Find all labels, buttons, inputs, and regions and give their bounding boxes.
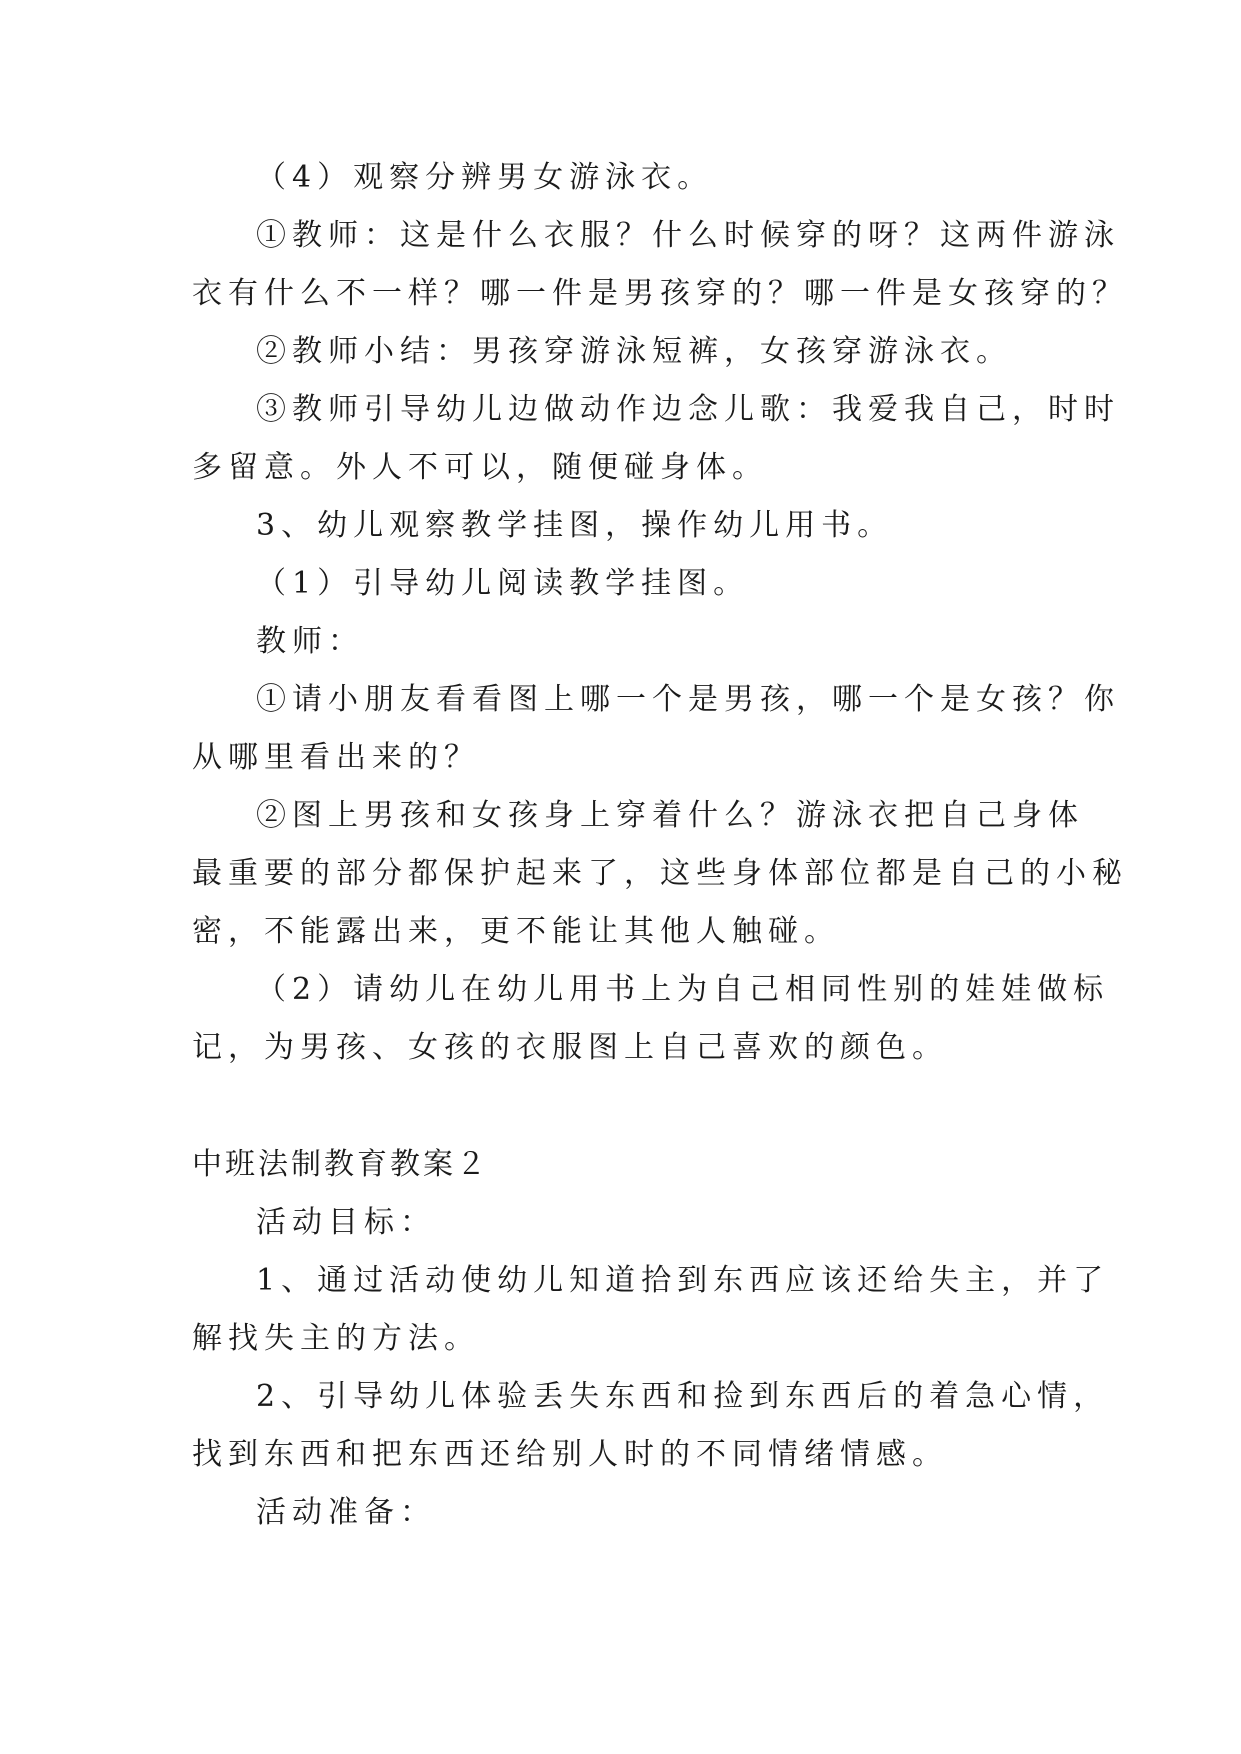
- paragraph-line: 解找失主的方法。: [192, 1321, 480, 1356]
- paragraph-line: （1）引导幼儿阅读教学挂图。: [256, 566, 750, 601]
- paragraph-line: 从哪里看出来的？: [192, 740, 480, 775]
- paragraph-line: 活动目标：: [256, 1205, 436, 1240]
- paragraph-line: ①请小朋友看看图上哪一个是男孩，哪一个是女孩？你: [256, 682, 1120, 717]
- paragraph-line: 1、通过活动使幼儿知道拾到东西应该还给失主，并了: [256, 1263, 1110, 1298]
- paragraph-line: 活动准备：: [256, 1495, 436, 1530]
- paragraph-line: （2）请幼儿在幼儿用书上为自己相同性别的娃娃做标: [256, 972, 1110, 1007]
- paragraph-line: 3、幼儿观察教学挂图，操作幼儿用书。: [256, 508, 894, 543]
- paragraph-line: ②图上男孩和女孩身上穿着什么？游泳衣把自己身体: [256, 798, 1084, 833]
- paragraph-line: ②教师小结：男孩穿游泳短裤，女孩穿游泳衣。: [256, 334, 1012, 369]
- paragraph-line: （4）观察分辨男女游泳衣。: [256, 160, 714, 195]
- paragraph-line: ①教师：这是什么衣服？什么时候穿的呀？这两件游泳: [256, 218, 1120, 253]
- paragraph-line: 多留意。外人不可以，随便碰身体。: [192, 450, 768, 485]
- paragraph-line: 2、引导幼儿体验丢失东西和捡到东西后的着急心情，: [256, 1379, 1110, 1414]
- paragraph-line: 衣有什么不一样？哪一件是男孩穿的？哪一件是女孩穿的？: [192, 276, 1128, 311]
- paragraph-line: 记，为男孩、女孩的衣服图上自己喜欢的颜色。: [192, 1030, 948, 1065]
- paragraph-line: 找到东西和把东西还给别人时的不同情绪情感。: [192, 1437, 948, 1472]
- paragraph-line: 密，不能露出来，更不能让其他人触碰。: [192, 914, 840, 949]
- paragraph-line: ③教师引导幼儿边做动作边念儿歌：我爱我自己，时时: [256, 392, 1120, 427]
- section-heading: 中班法制教育教案２: [192, 1147, 489, 1182]
- paragraph-line: 教师：: [256, 624, 364, 659]
- paragraph-line: 最重要的部分都保护起来了，这些身体部位都是自己的小秘: [192, 856, 1128, 891]
